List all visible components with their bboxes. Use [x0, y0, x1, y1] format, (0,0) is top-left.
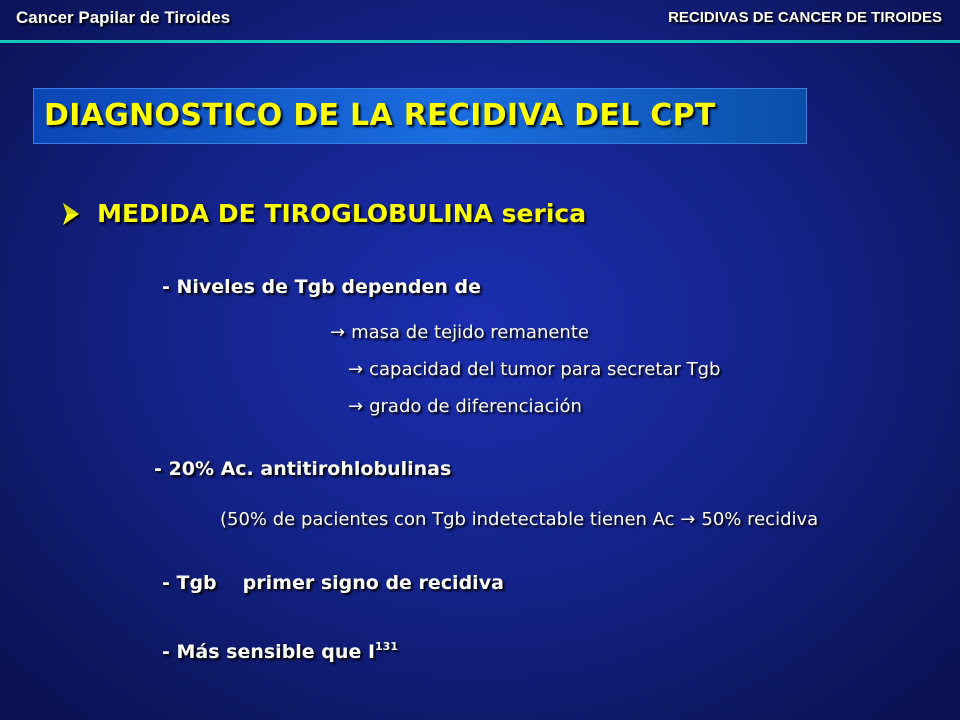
- main-bullet: [60, 199, 586, 228]
- point-sensible: [162, 640, 398, 663]
- slide-title: DIAGNOSTICO DE LA RECIDIVA DEL CPT: [44, 98, 716, 133]
- note-suffix: 50% recidiva: [701, 509, 819, 530]
- point-tgb-label: - Tgb: [162, 572, 217, 594]
- note-line: [220, 509, 818, 530]
- factor-item: [330, 322, 589, 343]
- slide-title-box: [33, 88, 807, 144]
- point-tgb: [162, 572, 504, 594]
- right-arrow-icon: →: [680, 509, 696, 530]
- factor-text: capacidad del tumor para secretar Tgb: [369, 359, 721, 380]
- point-sensible-sup: 131: [375, 640, 398, 653]
- point-niveles: - Niveles de Tgb dependen de: [162, 276, 482, 298]
- arrow-bullet-icon: [60, 201, 82, 227]
- factor-item: [348, 396, 582, 417]
- factor-text: grado de diferenciación: [369, 396, 582, 417]
- header-right-title: RECIDIVAS DE CANCER DE TIROIDES: [668, 9, 942, 26]
- note-prefix: (50% de pacientes con Tgb indetectable tienen Ac: [220, 509, 675, 530]
- main-bullet-text: MEDIDA DE TIROGLOBULINA serica: [97, 199, 587, 228]
- header-left-title: Cancer Papilar de Tiroides: [16, 8, 231, 27]
- factor-item: [348, 359, 720, 380]
- header-divider: [0, 40, 960, 43]
- right-arrow-icon: →: [348, 359, 364, 380]
- right-arrow-icon: →: [330, 322, 346, 343]
- factor-text: masa de tejido remanente: [351, 322, 589, 343]
- right-arrow-icon: →: [348, 396, 364, 417]
- point-sensible-text: - Más sensible que I: [162, 641, 376, 663]
- point-anticuerpos: - 20% Ac. antitirohlobulinas: [154, 458, 452, 480]
- point-tgb-text: primer signo de recidiva: [242, 572, 504, 594]
